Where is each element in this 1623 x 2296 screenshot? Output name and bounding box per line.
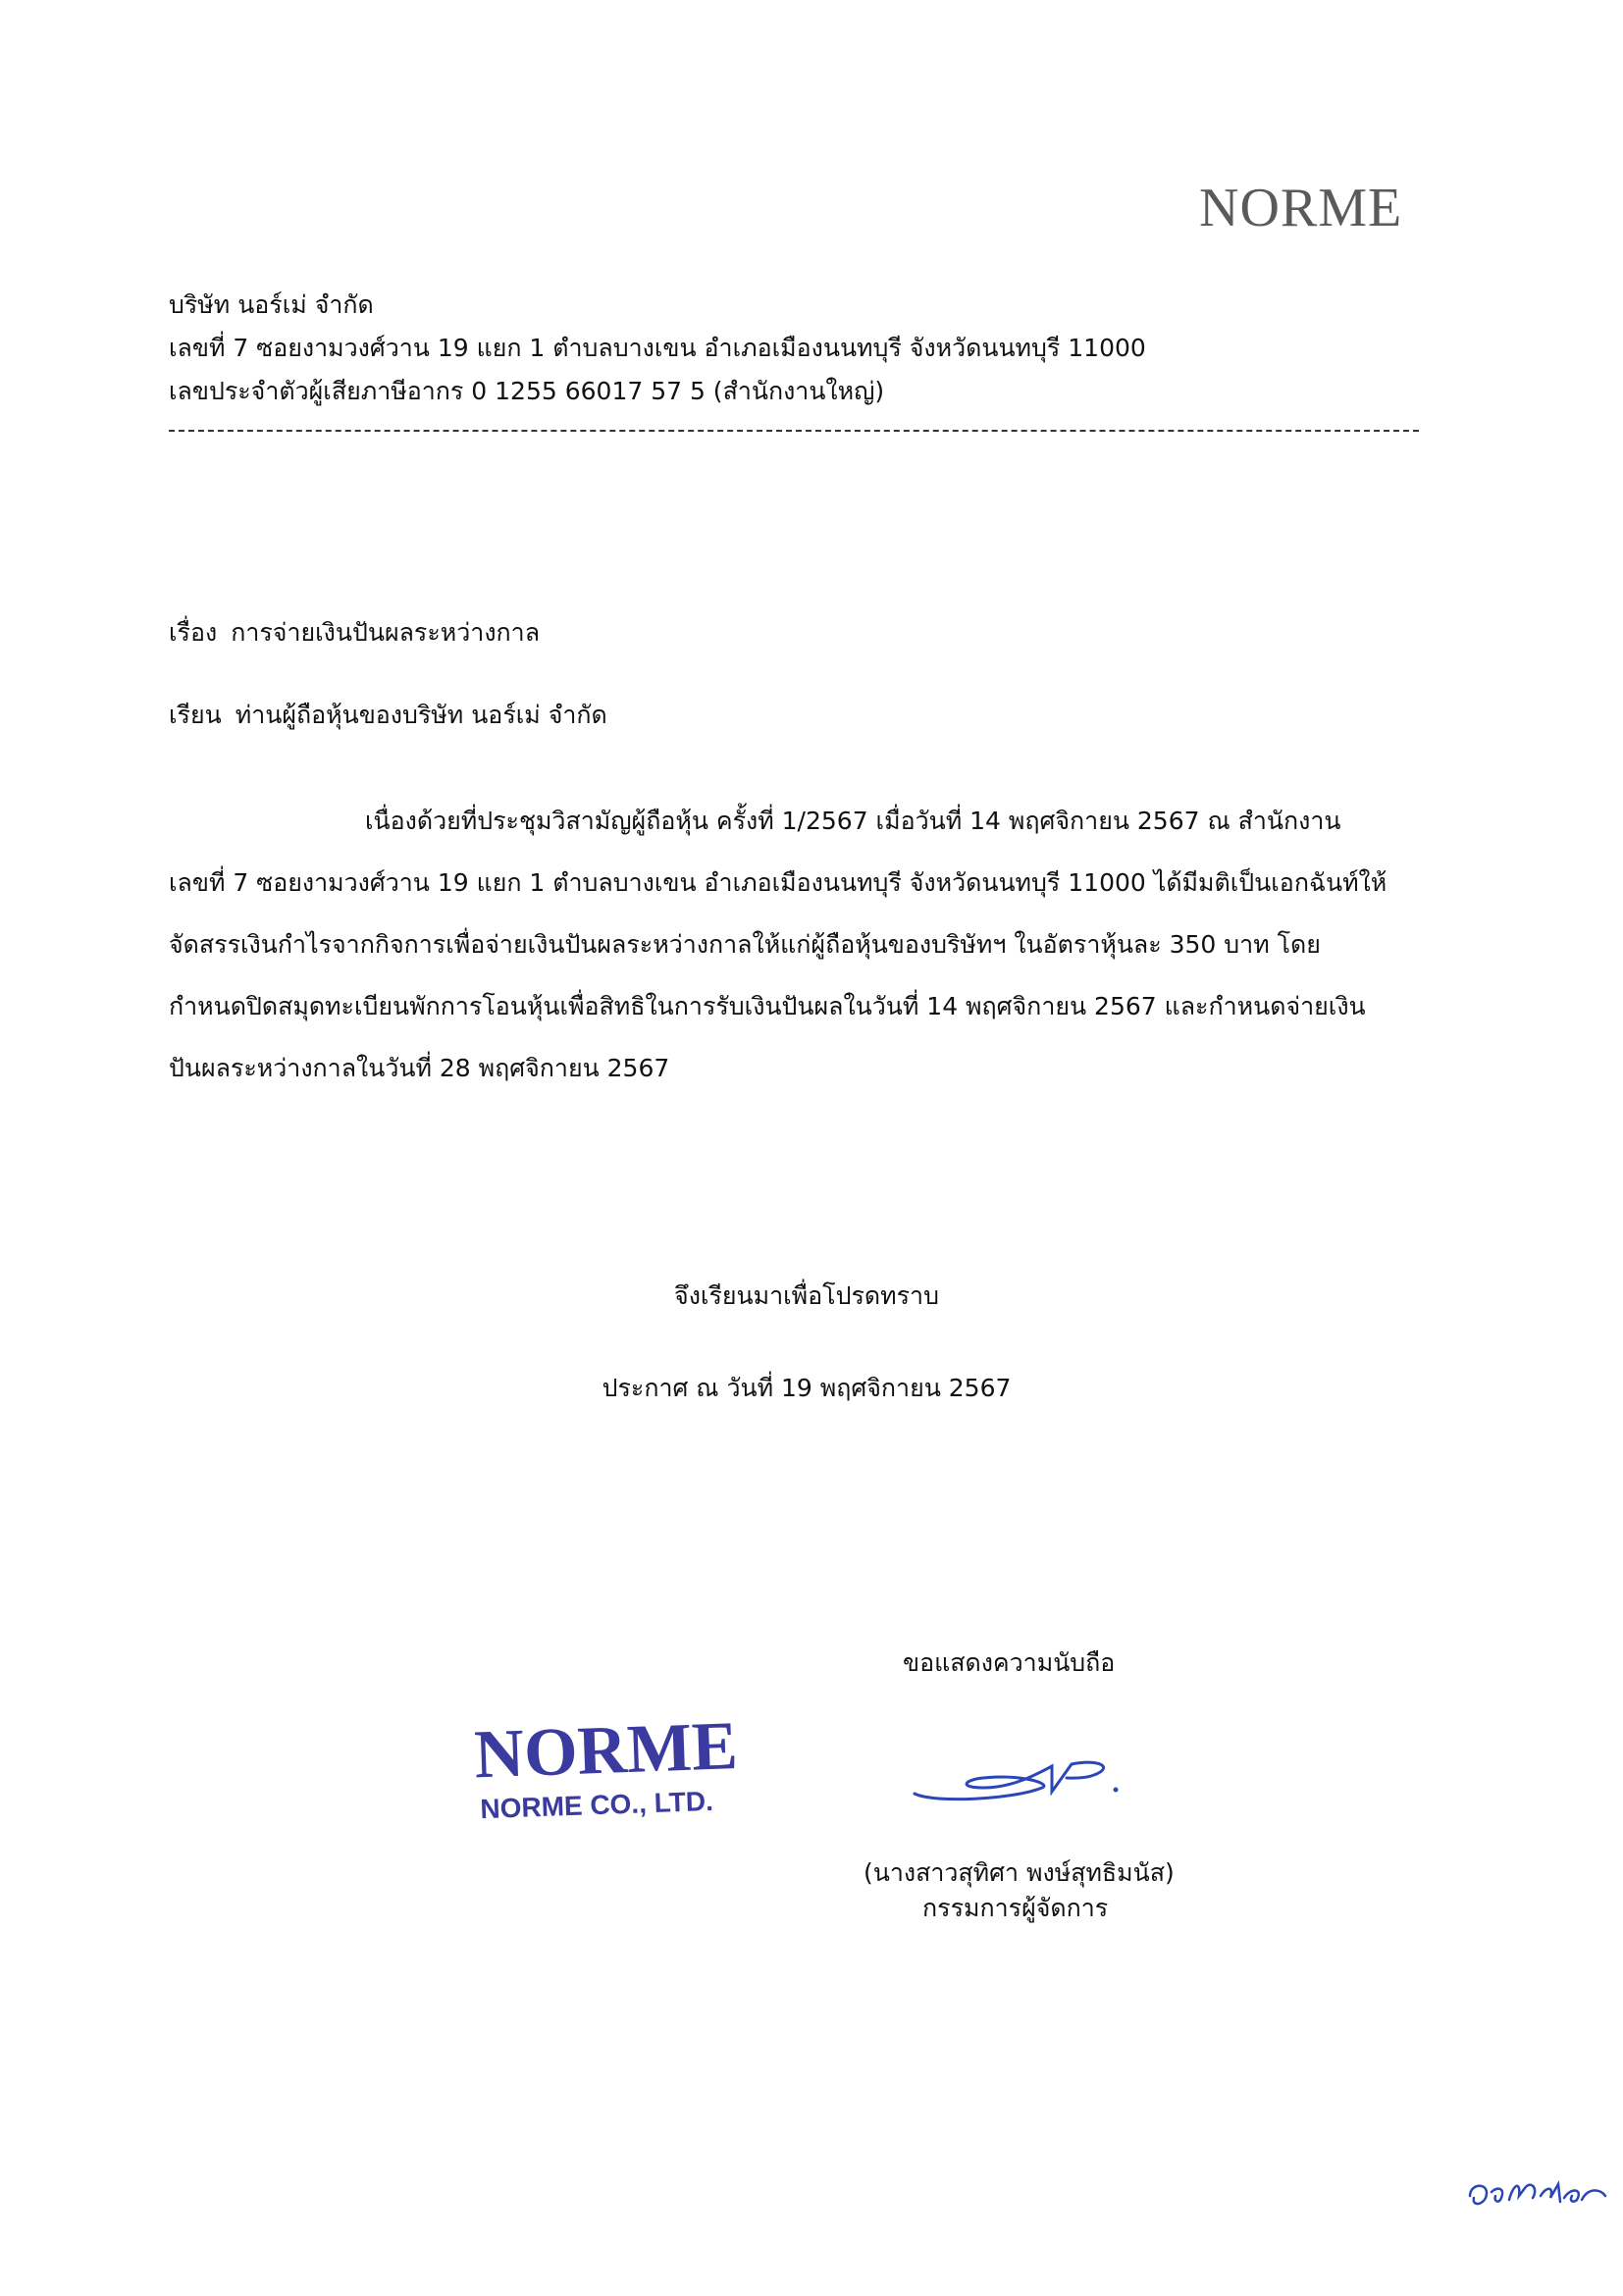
- subject-label: เรื่อง: [169, 618, 218, 647]
- salutation-label: เรียน: [169, 701, 222, 729]
- announcement-date: ประกาศ ณ วันที่ 19 พฤศจิกายน 2567: [602, 1374, 1012, 1402]
- header-divider: [169, 430, 1419, 432]
- norme-logo: [1199, 177, 1431, 235]
- letter-salutation: [169, 701, 607, 730]
- company-address: เลขที่ 7 ซอยงามวงศ์วาน 19 แยก 1 ตำบลบางเขน อำเภอเมืองนนทบุรี จังหวัดนนทบุรี 11000: [169, 334, 1146, 362]
- company-name: บริษัท นอร์เม่ จำกัด: [169, 290, 374, 319]
- norme-logo-text: NORME: [1199, 178, 1403, 235]
- body-line: กำหนดปิดสมุดทะเบียนพักการโอนหุ้นเพื่อสิทธิในการรับเงินปันผลในวันที่ 14 พฤศจิกายน 2567 และกำหนดจ่ายเงิน: [169, 992, 1366, 1020]
- signer-name: (นางสาวสุทิศา พงษ์สุทธิมนัส): [864, 1858, 1175, 1887]
- body-line: ปันผลระหว่างกาลในวันที่ 28 พฤศจิกายน 2567: [169, 1054, 670, 1082]
- stamp-main-text: NORME: [473, 1708, 740, 1794]
- signer-title: กรรมการผู้จัดการ: [922, 1894, 1109, 1922]
- regards-text: ขอแสดงความนับถือ: [903, 1648, 1116, 1677]
- body-line: เลขที่ 7 ซอยงามวงศ์วาน 19 แยก 1 ตำบลบางเขน อำเภอเมืองนนทบุรี จังหวัดนนทบุรี 11000 ได้มีมติเป็นเอกฉันท์ให้: [169, 868, 1387, 897]
- stamp-sub-text: NORME CO., LTD.: [479, 1785, 714, 1825]
- company-tax-id: เลขประจำตัวผู้เสียภาษีอากร 0 1255 66017 57 5 (สำนักงานใหญ่): [169, 377, 885, 405]
- initials-mark: [1462, 2166, 1615, 2218]
- company-info: [169, 290, 1444, 420]
- signature-mark: [905, 1745, 1136, 1813]
- closing-text: จึงเรียนมาเพื่อโปรดทราบ: [674, 1281, 939, 1310]
- body-line: เนื่องด้วยที่ประชุมวิสามัญผู้ถือหุ้น ครั้งที่ 1/2567 เมื่อวันที่ 14 พฤศจิกายน 2567 ณ สำนักงาน: [365, 807, 1341, 835]
- salutation-text: ท่านผู้ถือหุ้นของบริษัท นอร์เม่ จำกัด: [235, 701, 607, 729]
- company-stamp: [469, 1707, 793, 1825]
- subject-text: การจ่ายเงินปันผลระหว่างกาล: [231, 618, 541, 647]
- letter-body: [169, 807, 1435, 1116]
- body-line: จัดสรรเงินกำไรจากกิจการเพื่อจ่ายเงินปันผลระหว่างกาลให้แก่ผู้ถือหุ้นของบริษัทฯ ในอัตราหุ้นละ 350 บาท โดย: [169, 930, 1321, 959]
- letter-subject: [169, 618, 540, 648]
